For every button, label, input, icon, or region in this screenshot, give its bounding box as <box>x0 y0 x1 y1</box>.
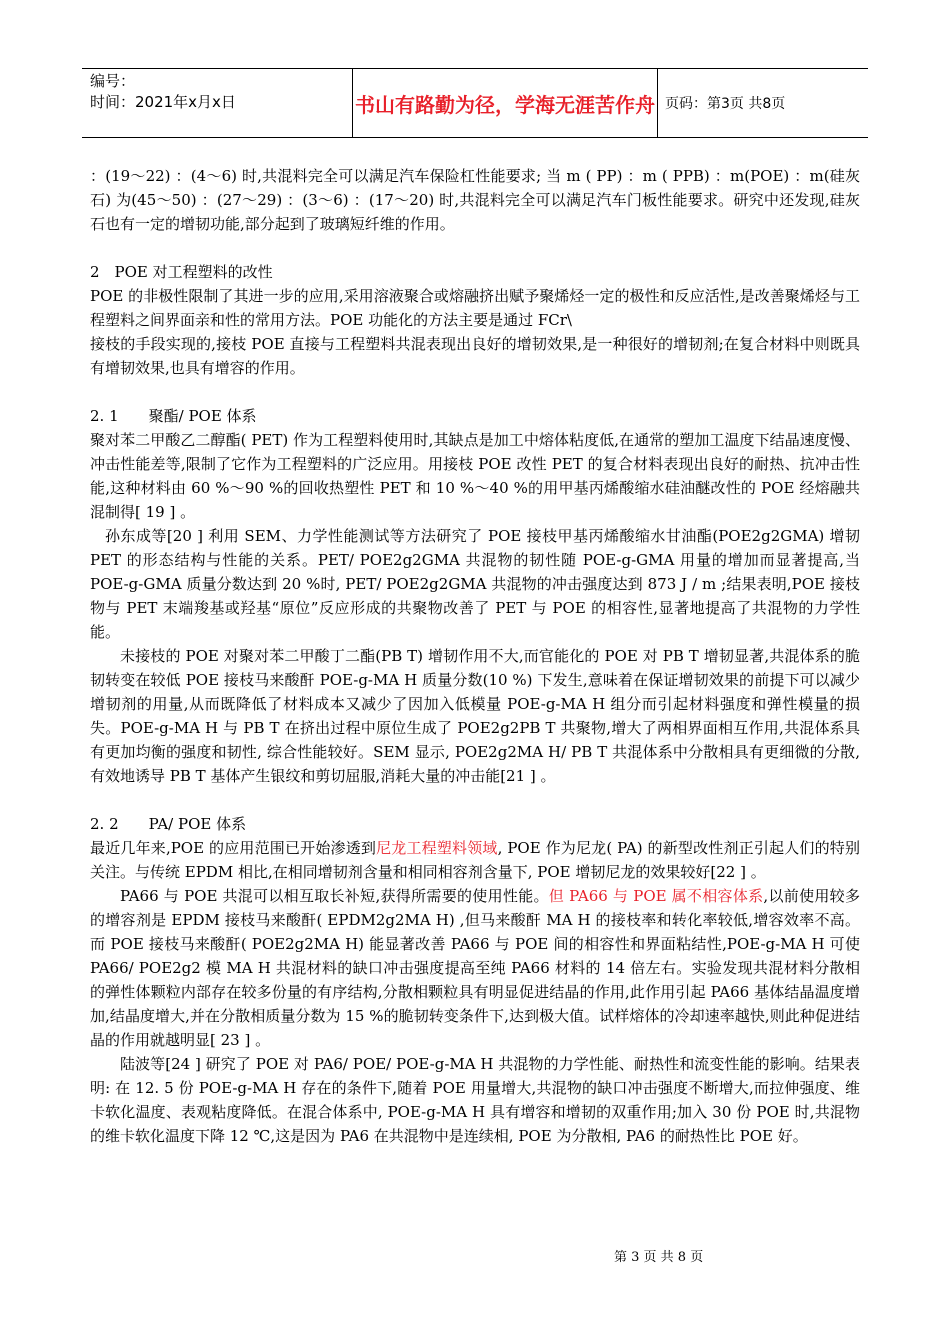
header-divider <box>657 69 658 137</box>
header-page-info: 页码：第3页 共8页 <box>665 96 786 112</box>
paragraph <box>90 836 860 884</box>
section-heading: 2 POE 对工程塑料的改性 <box>90 263 273 281</box>
page-header <box>82 68 868 138</box>
paragraph: ：(19～22) ：(4～6) 时,共混料完全可以满足汽车保险杠性能要求; 当 m ( PP) ：m ( PPB) ：m(POE) ：m(硅灰石) 为(45～50) ：(27～29) ：(3～6) ：(17～20) 时,共混料完全可以满足汽车门板性能要求。研究中还发现,硅灰石也有一定的增韧功能,部分起到了玻璃短纤维的作用。 <box>90 167 860 233</box>
document-number-label: 编号： <box>90 72 136 90</box>
text-span: 最近几年来,POE 的应用范围已开始渗透到 <box>90 839 377 857</box>
text-span: ,以前使用较多的增容剂是 EPDM 接枝马来酸酐( EPDM2g2MA H) ,但马来酸酐 MA H 的接枝率和转化率较低,增容效率不高。而 POE 接枝马来酸酐( POE2g2MA H) 能显著改善 PA66 与 POE 间的相容性和界面粘结性,POE-g-MA H 可使 PA66/ POE2g2 模 MA H 共混材料的缺口冲击强度提高至纯 PA66 材料的 14 倍左右。实验发现共混材料分散相的弹性体颗粒内部存在较多份量的有序结构,分散相颗粒具有明显促进结晶的作用,此作用引起 PA66 基体结晶温度增加,结晶度增大,并在分散相质量分数为 15 %的脆韧转变条件下,达到极大值。试样熔体的冷却速率越快,则此种促进结晶的作用就越明显[ 23 ] 。 <box>90 887 860 1049</box>
text-span: PA66 与 POE 共混可以相互取长补短,获得所需要的使用性能。 <box>120 887 549 905</box>
subsection-heading: 2. 1 聚酯/ POE 体系 <box>90 407 257 425</box>
subsection-heading: 2. 2 PA/ POE 体系 <box>90 815 247 833</box>
document-body <box>90 164 860 1148</box>
paragraph: 聚对苯二甲酸乙二醇酯( PET) 作为工程塑料使用时,其缺点是加工中熔体粘度低,在通常的塑加工温度下结晶速度慢、冲击性能差等,限制了它作为工程塑料的广泛应用。用接枝 POE 改性 PET 的复合材料表现出良好的耐热、抗冲击性能,这种材料由 60 %～90 %的回收热塑性 PET 和 10 %～40 %的用甲基丙烯酸缩水硅油醚改性的 POE 经熔融共混制得[ 19 ] 。 <box>90 431 860 521</box>
highlighted-text: 尼龙工程塑料领域 <box>376 839 498 857</box>
text-span: , POE 作为尼龙( PA) 的新型改性剂正引起人们的特别关注。与传统 EPDM 相比,在相同增韧剂含量和相同相容剂含量下, POE 增韧尼龙的效果较好[22 ] 。 <box>90 839 860 881</box>
paragraph: 接枝的手段实现的,接枝 POE 直接与工程塑料共混表现出良好的增韧效果,是一种很好的增韧剂;在复合材料中则既具有增韧效果,也具有增容的作用。 <box>90 335 860 377</box>
paragraph <box>90 884 860 1052</box>
highlighted-text: 但 PA66 与 POE 属不相容体系 <box>548 887 764 905</box>
page-footer: 第 3 页 共 8 页 <box>614 1250 704 1265</box>
document-time-label: 时间：2021年x月x日 <box>90 93 236 111</box>
header-motto: 书山有路勤为径，学海无涯苦作舟 <box>355 92 655 117</box>
paragraph: POE 的非极性限制了其进一步的应用,采用溶液聚合或熔融挤出赋予聚烯烃一定的极性和反应活性,是改善聚烯烃与工程塑料之间界面亲和性的常用方法。POE 功能化的方法主要是通过 FCr\ <box>90 287 860 329</box>
paragraph: 陆波等[24 ] 研究了 POE 对 PA6/ POE/ POE-g-MA H 共混物的力学性能、耐热性和流变性能的影响。结果表明: 在 12. 5 份 POE-g-MA H 存在的条件下,随着 POE 用量增大,共混物的缺口冲击强度不断增大,而拉伸强度、维卡软化温度、表观粘度降低。在混合体系中, POE-g-MA H 具有增容和增韧的双重作用;加入 30 份 POE 时,共混物的维卡软化温度下降 12 ℃,这是因为 PA6 在共混物中是连续相, POE 为分散相, PA6 的耐热性比 POE 好。 <box>90 1055 860 1145</box>
header-meta <box>90 71 290 135</box>
paragraph: 孙东成等[20 ] 利用 SEM、力学性能测试等方法研究了 POE 接枝甲基丙烯酸缩水甘油酯(POE2g2GMA) 增韧 PET 的形态结构与性能的关系。PET/ POE2g2GMA 共混物的韧性随 POE-g-GMA 用量的增加而显著提高,当 POE-g-GMA 质量分数达到 20 %时, PET/ POE2g2GMA 共混物的冲击强度达到 873 J / m ;结果表明,POE 接枝物与 PET 末端羧基或羟基“原位”反应形成的共聚物改善了 PET 与 POE 的相容性,显著地提高了共混物的力学性能。 <box>90 527 860 641</box>
paragraph: 未接枝的 POE 对聚对苯二甲酸丁二酯(PB T) 增韧作用不大,而官能化的 POE 对 PB T 增韧显著,共混体系的脆韧转变在较低 POE 接枝马来酸酐 POE-g-MA H 质量分数(10 %) 下发生,意味着在保证增韧效果的前提下可以减少增韧剂的用量,从而既降低了材料成本又减少了因加入低模量 POE-g-MA H 组分而引起材料强度和弹性模量的损失。POE-g-MA H 与 PB T 在挤出过程中原位生成了 POE2g2PB T 共聚物,增大了两相界面相互作用,共混体系具有更加均衡的强度和韧性, 综合性能较好。SEM 显示, POE2g2MA H/ PB T 共混体系中分散相具有更细微的分散,有效地诱导 PB T 基体产生银纹和剪切屈服,消耗大量的冲击能[21 ] 。 <box>90 647 860 785</box>
